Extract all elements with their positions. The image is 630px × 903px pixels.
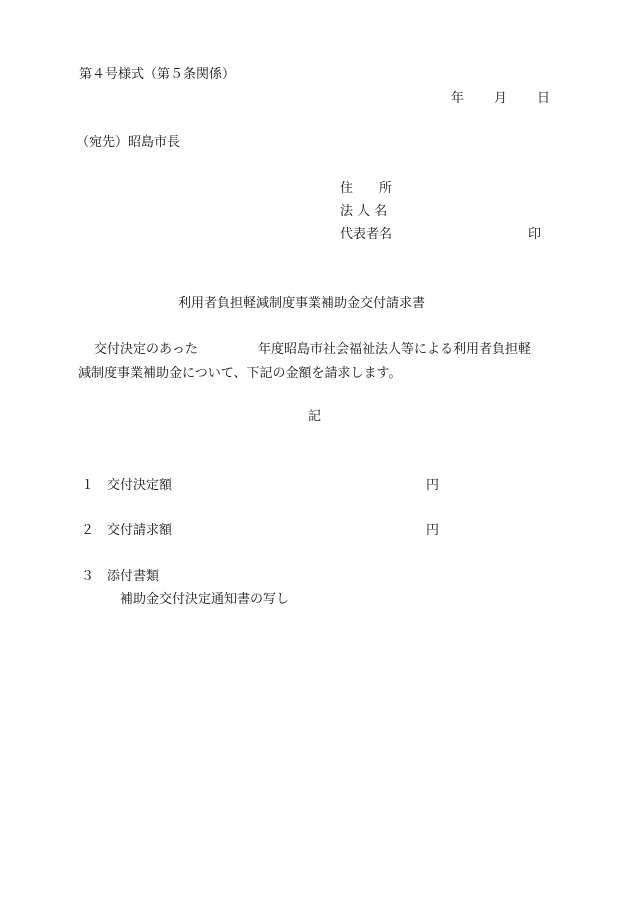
item-2-unit: 円	[426, 523, 440, 538]
body-line-1-suffix: 年度昭島市社会福祉法人等による利用者負担軽	[258, 342, 532, 357]
item-3-detail: 補助金交付決定通知書の写し	[120, 592, 290, 607]
item-2-label: 交付請求額	[107, 523, 173, 538]
item-2-number: ２	[81, 523, 95, 538]
body-line-1-prefix: 交付決定のあった	[94, 342, 198, 357]
form-number: 第４号様式（第５条関係）	[79, 67, 236, 82]
corporation-name-label: 法 人 名	[340, 204, 388, 219]
date-year-label: 年	[451, 91, 465, 106]
item-1-unit: 円	[426, 478, 440, 493]
addressee: （宛先）昭島市長	[76, 135, 181, 150]
date-month-label: 月	[494, 91, 508, 106]
item-3-label: 添付書類	[107, 569, 160, 584]
seal-mark: 印	[528, 227, 542, 242]
body-line-2: 減制度事業補助金について、下記の金額を請求します。	[78, 366, 402, 381]
ki-heading: 記	[308, 409, 322, 424]
address-label: 住 所	[340, 181, 393, 196]
date-day-label: 日	[537, 91, 551, 106]
document-title: 利用者負担軽減制度事業補助金交付請求書	[178, 296, 426, 311]
item-1-number: １	[81, 478, 95, 493]
item-1-label: 交付決定額	[107, 478, 173, 493]
item-3-number: ３	[81, 569, 95, 584]
representative-label: 代表者名	[340, 227, 393, 242]
